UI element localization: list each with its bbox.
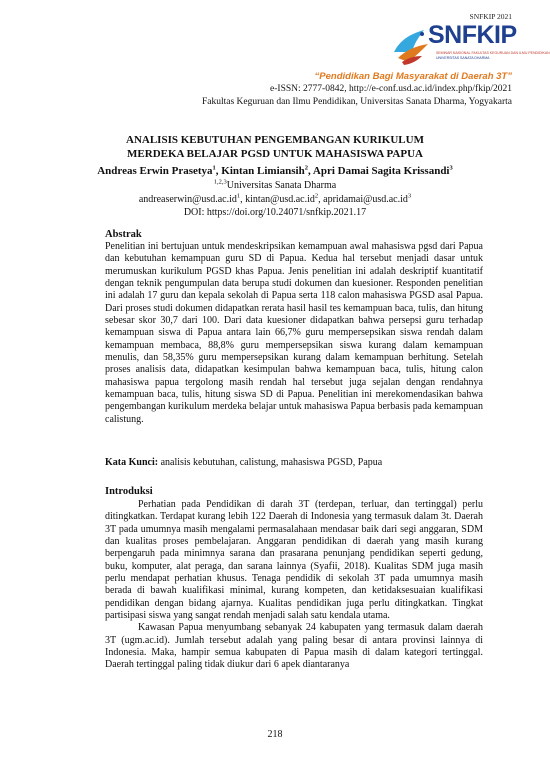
email-2: kintan@usd.ac.id [245,194,315,205]
abstract-text: Penelitian ini bertujuan untuk mendeskripsikan kemampuan awal mahasiswa pgsd dari Papua dan kebutuhan kemampuan guru SD di Papua. Kedua hal tersebut menjadi dasar untuk merumuskan kurikulum PGSD khas Papua. Jenis penelitian ini adalah deskriptif kuantitatif dengan teknik pengumpulan data berupa studi dokumen dan kuesioner. Responden penelitian ini adalah 17 guru dan kepala sekolah di Papua serta 118 calon mahasiswa PGSD asal Papua. Dari proses studi dokumen didapatkan rerata hasil hasil tes kemampuan baca, tulis, dan hitung sebesar skor 30,7 dari 100. Dari data kuesioner didapatkan bahwa persepsi guru terhadap kemampuan siswa di Papua antara lain 66,7% guru mempersepsikan siswa rendah dalam kemampuan membaca, 88,8% guru mempersepsikan siswa kurang dalam kemampuan menulis, dan 58,35% guru mempersepsikan kurang dalam kemampuan berhitung. Setelah proses analisis data, didapatkan kesimpulan bahwa kemampuan baca, tulis, hitung calon mahasiswa papua tergolong masih rendah hal tersebut juga sejalan dengan rendahnya kemampuan baca, tulis, hitung siswa SD di Papua. Penelitian ini merekomendasikan bahwa pengembangan kurikulum merdeka belajar untuk mahasiswa Papua berbasis pada kemampuan calistung. [105,241,483,425]
page-number: 218 [267,729,283,740]
dove-logo-icon [392,24,432,66]
email-1-sup: 1 [236,192,241,200]
intro-heading: Introduksi [105,486,153,497]
intro-paragraph-2: Kawasan Papua menyumbang sebanyak 24 kabupaten yang termasuk dalam daerah 3T (ugm.ac.id). Jumlah tersebut adalah yang paling besar di antara provinsi lainnya di Indonesia. Maka, hampir semua kabupaten di Papua masih di dalam kategori tertinggal. Daerah tertinggal paling tidak diukur dari 6 apek diantaranya [105,622,483,671]
logo-wordmark: SNFKIP [428,21,517,49]
author-list: Andreas Erwin Prasetya$^1$, Kintan Limiansih$^2$, Apri Damai Sagita Krissandi$^3$ [97,164,453,177]
intro-paragraph-1: Perhatian pada Pendidikan di darah 3T (terdepan, terluar, dan tertinggal) perlu ditingkatkan. Terdapat kurang lebih 122 Daerah di Indonesia yang termasuk dalam 3t. Daerah 3T pada umumnya masih mengalami permasalahaan mendasar baik dari segi anggaran, SDM dan kualitas proses pembelajaran. Anggaran pendidikan di daerah yang masih kurang berpengaruh pada minimnya sarana dan prasarana penunjang pendidikan seperti gedung, buku, komputer, alat peraga, dan sarana lainnya (Syafii, 2018). Kualitas SDM juga masih perlu mendapat perhatian khusus. Tenaga pendidik di sekolah 3T pada umumnya masih berada di bawah kualifikasi minimal, kurang kompeten, dan ketidaksesuaian kualifikasi pendidikan dengan bidang ajarnya. Kualitas pendidikan juga perlu ditingkatkan. Tingkat partisipasi siswa yang sangat rendah menjadi salah satu kendala utama. [105,499,483,622]
title-line-2: MERDEKA BELAJAR PGSD UNTUK MAHASISWA PAPUA [127,148,423,160]
email-1: andreaserwin@usd.ac.id [138,194,237,205]
author-1-sup: 1 [212,164,216,172]
keywords-section [105,457,483,469]
logo-subline-1: SEMINAR NASIONAL FAKULTAS KEGURUAN DAN ILMU PENDIDIKAN [436,51,550,55]
doi-line: DOI: https://doi.org/10.24071/snfkip.2021.17 [183,207,367,218]
author-3-sup: 3 [449,164,453,172]
author-3: Apri Damai Sagita Krissandi [312,165,450,177]
paper-title [60,133,490,161]
faculty-line: Fakultas Keguruan dan Ilmu Pendidikan, Universitas Sanata Dharma, Yogyakarta [201,97,512,107]
keywords-label: Kata Kunci: [105,457,159,468]
email-list: $andreaserwin@usd.ac.id^1$, $kintan@usd.ac.id^2$, $apridamai@usd.ac.id^3$ [138,192,412,205]
affiliation [40,180,510,192]
conference-tag: SNFKIP 2021 [469,12,512,21]
logo-subline-2: UNIVERSITAS SANATA DHARMA [436,56,490,60]
author-2: Kintan Limiansih [221,165,305,177]
email-3: apridamai@usd.ac.id [323,194,408,205]
title-line-1: ANALISIS KEBUTUHAN PENGEMBANGAN KURIKULUM [126,134,424,146]
abstract-section [105,229,483,426]
email-3-sup: 3 [407,192,412,200]
introduction-section [105,486,483,672]
snfkip-logo [392,20,550,70]
email-2-sup: 2 [314,192,319,200]
keywords-text: analisis kebutuhan, calistung, mahasiswa PGSD, Papua [158,457,383,468]
affiliation-sup: 1,2,3 [213,178,227,186]
affiliation-name: Universitas Sanata Dharma [226,180,337,191]
abstract-heading: Abstrak [105,229,142,240]
author-1: Andreas Erwin Prasetya [97,165,213,177]
conference-tagline: “Pendidikan Bagi Masyarakat di Daerah 3T” [314,71,512,82]
author-2-sup: 2 [304,164,308,172]
issn-line: e-ISSN: 2777-0842, http://e-conf.usd.ac.id/index.php/fkip/2021 [270,84,512,94]
